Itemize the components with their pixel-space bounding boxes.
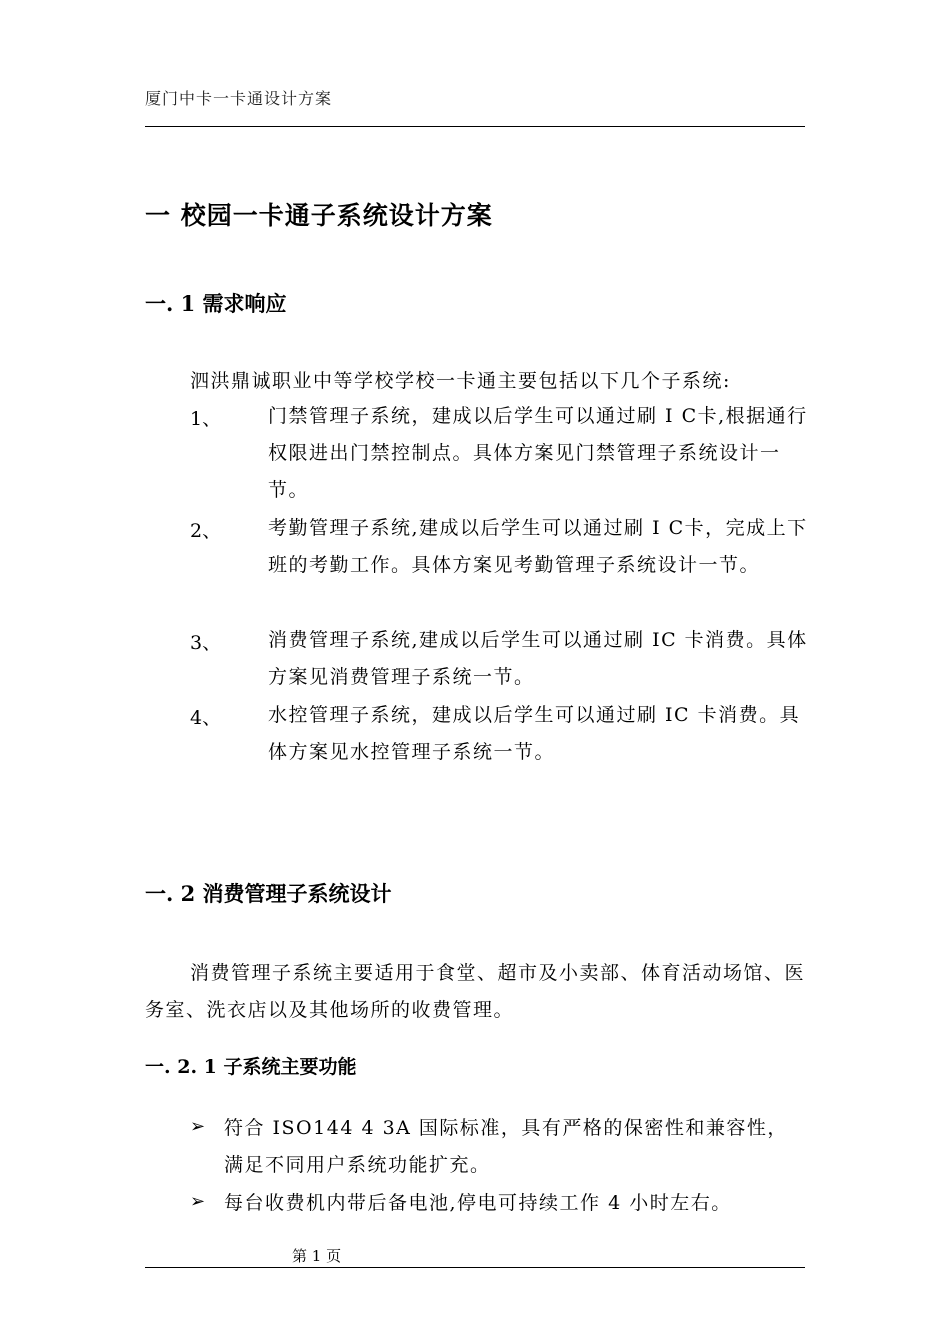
list-item-number: 2、 [190,520,222,542]
list-item-text: 水控管理子系统，建成以后学生可以通过刷 IC 卡消费。具体方案见水控管理子系统一节。 [268,704,801,763]
section-heading-1-2: 一. 2 消费管理子系统设计 [145,881,392,906]
list-item-text: 门禁管理子系统，建成以后学生可以通过刷 I C卡,根据通行权限进出门禁控制点。具体方案见门禁管理子系统设计一节。 [268,405,808,501]
subsection-heading-1-2-1: 一. 2. 1 子系统主要功能 [145,1056,357,1078]
bullet-arrow-icon: ➢ [190,1116,206,1137]
page-number: 第 1 页 [292,1247,342,1265]
section-heading-1-1: 一. 1 需求响应 [145,291,287,316]
bullet-text: 符合 ISO144 4 3A 国际标准，具有严格的保密性和兼容性，满足不同用户系统功能扩充。 [224,1117,788,1176]
section-paragraph: 消费管理子系统主要适用于食堂、超市及小卖部、体育活动场馆、医务室、洗衣店以及其他场所的收费管理。 [145,962,806,1021]
list-item-number: 3、 [190,632,222,654]
bullet-text: 每台收费机内带后备电池,停电可持续工作 4 小时左右。 [224,1192,732,1214]
intro-paragraph: 泗洪鼎诚职业中等学校学校一卡通主要包括以下几个子系统: [190,370,731,392]
running-header: 厦门中卡一卡通设计方案 [145,89,333,108]
list-item-number: 4、 [190,707,222,729]
list-item-text: 考勤管理子系统,建成以后学生可以通过刷 I C卡，完成上下班的考勤工作。具体方案见考勤管理子系统设计一节。 [268,517,808,576]
chapter-heading: 一 校园一卡通子系统设计方案 [145,201,493,230]
header-rule [145,126,805,127]
list-item-text: 消费管理子系统,建成以后学生可以通过刷 IC 卡消费。具体方案见消费管理子系统一节。 [268,629,808,688]
list-item-number: 1、 [190,408,222,430]
bullet-arrow-icon: ➢ [190,1191,206,1212]
footer-rule [145,1267,805,1268]
